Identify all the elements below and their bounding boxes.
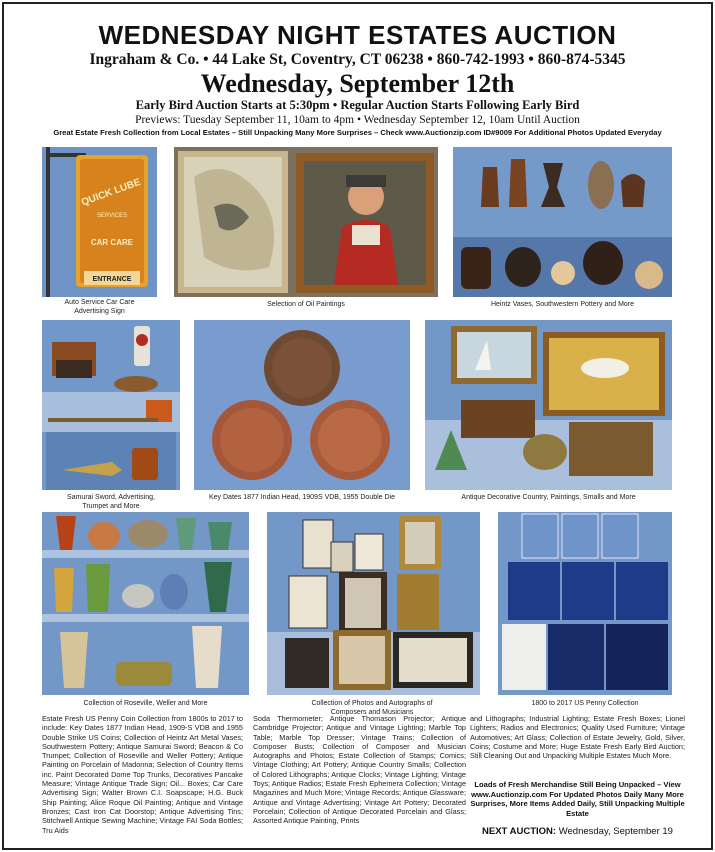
photo-oil-paintings bbox=[174, 147, 438, 297]
auction-title: WEDNESDAY NIGHT ESTATES AUCTION bbox=[98, 20, 617, 50]
photo-samurai-sword bbox=[42, 320, 180, 490]
sign-text-entrance: ENTRANCE bbox=[92, 276, 132, 283]
sign-text-services: SERVICES bbox=[96, 213, 128, 219]
caption-antique-decorative: Antique Decorative Country, Paintings, Smalls and More bbox=[461, 494, 636, 501]
photo-heintz-vases bbox=[453, 147, 672, 297]
photo-roseville-weller bbox=[42, 512, 249, 695]
photo-antique-decorative bbox=[425, 320, 672, 490]
photo-composer-autographs bbox=[267, 512, 480, 695]
body-column-1: Estate Fresh US Penny Coin Collection from 1800s to 2017 to include: Key Dates 1877 Indian Head, 1909-S VDB and 1955 Double Strike US Coins; Collection of Heintz Art Metal Vases; Southwestern Pottery; Antique Samurai Sword; Beacon & Co Trumpet; Collection of Roseville and Weller Pottery; Antique Painting on Porcelain of Madonna; Selection of Country Items inc. Paint Decorated Dome Top Trunks, Decoratives Pancake Measure; Vintage Antique Trade Sign; Oil... Boxes; Car Care Advertising Sign; Walter Brown C.I. Soapscape; H.G. Buck Ship Painting; Alice Roque Oil Painting; Antique and Vintage Bronzes; Cast Iron Cat Doorstop; Antique Advertising Tins; Stitchwell Antique Sewing Machine; Vintage FAI Soda Bottles; Tru Aids bbox=[42, 714, 243, 835]
auction-times: Early Bird Auction Starts at 5:30pm • Regular Auction Starts Following Early Bird bbox=[135, 98, 580, 112]
photo-penny-collection bbox=[498, 512, 672, 695]
caption-heintz-vases: Heintz Vases, Southwestern Pottery and More bbox=[490, 301, 635, 308]
caption-key-date-coins: Key Dates 1877 Indian Head, 1909S VDB, 1955 Double Die bbox=[208, 494, 395, 501]
auction-address: Ingraham & Co. • 44 Lake St, Coventry, CT 06238 • 860-742-1993 • 860-874-5345 bbox=[89, 51, 626, 68]
photo-key-date-coins bbox=[194, 320, 410, 490]
next-auction-label: NEXT AUCTION: bbox=[482, 826, 557, 837]
auction-date: Wednesday, September 12th bbox=[200, 69, 515, 98]
caption-composer-autographs: Collection of Photos and Autographs of Composers and Musicians bbox=[311, 700, 433, 716]
preview-times: Previews: Tuesday September 11, 10am to 4pm • Wednesday September 12, 10am Until Auction bbox=[135, 114, 580, 126]
body-column-3: and Lithographs; Industrial Lighting; Estate Fresh Boxes; Lionel Lighters; Radios and Electronics; Quality Used Furniture; Vintage Automotives; Art Glass; Collection of Estate Jewelry, Gold, Silver, Coins; Costume and More; Huge Estate Fresh Early Bird Auction; Still Cleaning Out and Unpacking Multiple Estates Much More. bbox=[470, 714, 685, 761]
next-auction bbox=[470, 826, 685, 838]
sign-text-quick-lube: QUICK LUBE bbox=[80, 176, 143, 209]
caption-penny-collection: 1800 to 2017 US Penny Collection bbox=[531, 700, 639, 707]
caption-car-care-sign: Auto Service Car Care Advertising Sign bbox=[64, 299, 135, 315]
sign-text-car-care: CAR CARE bbox=[90, 238, 134, 247]
tagline: Great Estate Fresh Collection from Local Estates – Still Unpacking Many More Surprises – Check www.Auctionzip.com ID#9009 For Additional Photos Updated Everyday bbox=[53, 128, 662, 137]
photo-car-care-sign bbox=[42, 147, 157, 297]
caption-roseville-weller: Collection of Roseville, Weller and More bbox=[83, 700, 208, 707]
body-column-2: Soda Thermometer; Antique Thomason Projector; Antique Cambridge Projector; Antique and Vintage Lighting; Marble Top Table; Marble Top Dresser; Vintage Trains; Collection of Composer Busts; Collection of Composer and Musician Autographs and Photos; Estate Collection of Stamps; Comics; Vintage Clothing; Art Pottery; Antique Country Smalls; Collection of Colored Lithographs; Antique Clocks; Vintage Lighting; Vintage Toys; Antique Radios; Estate Fresh Ephemera Collection; Vintage Magazines and Much More; Vintage Records; Antique Glassware; Antique and Vintage Advertising; Vintage Art Pottery; Decorated Porcelain; Collection of Antique Decorated Porcelain and Glass; Assorted Antique Painting, Prints bbox=[253, 714, 466, 826]
unpacking-note: Loads of Fresh Merchandise Still Being Unpacked – View www.Auctionzip.com For Updated Photos Daily Many More Surprises, More Items Added Daily, Still Unpacking Multiple Estate bbox=[470, 780, 685, 818]
caption-oil-paintings: Selection of Oil Paintings bbox=[267, 301, 345, 308]
caption-samurai-sword: Samurai Sword, Advertising, Trumpet and More bbox=[67, 494, 155, 510]
next-auction-date: Wednesday, September 19 bbox=[558, 826, 673, 837]
